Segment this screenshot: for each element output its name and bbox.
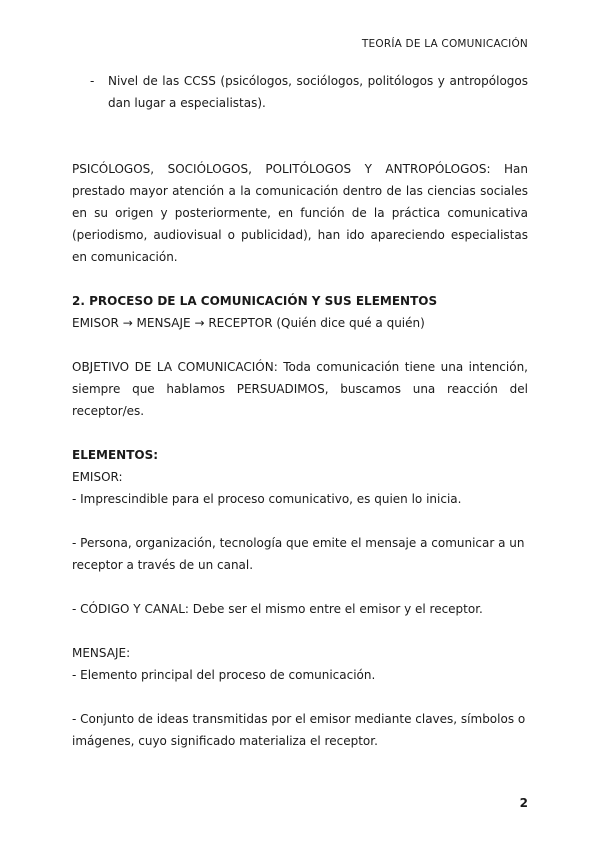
mensaje-point-1: - Elemento principal del proceso de comunicación. [72, 668, 376, 682]
emisor-point-2: - Persona, organización, tecnología que emite el mensaje a comunicar a un receptor a través de un canal. [72, 536, 525, 572]
paragraph-objective: OBJETIVO DE LA COMUNICACIÓN: Toda comunicación tiene una intención, siempre que hablamos PERSUADIMOS, buscamos una reacción del receptor/es. [72, 360, 528, 418]
elements-heading: ELEMENTOS: [72, 448, 159, 462]
emisor-label: EMISOR: [72, 470, 123, 484]
page-body [72, 70, 528, 752]
communication-flow: EMISOR → MENSAJE → RECEPTOR (Quién dice qué a quién) [72, 316, 425, 330]
bullet-text: Nivel de las CCSS (psicólogos, sociólogos, politólogos y antropólogos dan lugar a especialistas). [108, 74, 528, 110]
mensaje-point-2: - Conjunto de ideas transmitidas por el emisor mediante claves, símbolos o imágenes, cuyo significado materializa el receptor. [72, 712, 526, 748]
emisor-point-1: - Imprescindible para el proceso comunicativo, es quien lo inicia. [72, 492, 462, 506]
emisor-point-3: - CÓDIGO Y CANAL: Debe ser el mismo entre el emisor y el receptor. [72, 602, 483, 616]
section-heading: 2. PROCESO DE LA COMUNICACIÓN Y SUS ELEMENTOS [72, 294, 438, 308]
page-number: 2 [519, 796, 528, 810]
paragraph-psicologos: PSICÓLOGOS, SOCIÓLOGOS, POLITÓLOGOS Y ANTROPÓLOGOS: Han prestado mayor atención a la comunicación dentro de las ciencias sociales en su origen y posteriormente, en función de la práctica comunicativa (periodismo, audiovisual o publicidad), han ido apareciendo especialistas en comunicación. [72, 162, 528, 264]
running-header: TEORÍA DE LA COMUNICACIÓN [361, 38, 528, 50]
list-item [90, 70, 528, 114]
mensaje-label: MENSAJE: [72, 646, 131, 660]
bullet-dash: - [90, 74, 95, 88]
